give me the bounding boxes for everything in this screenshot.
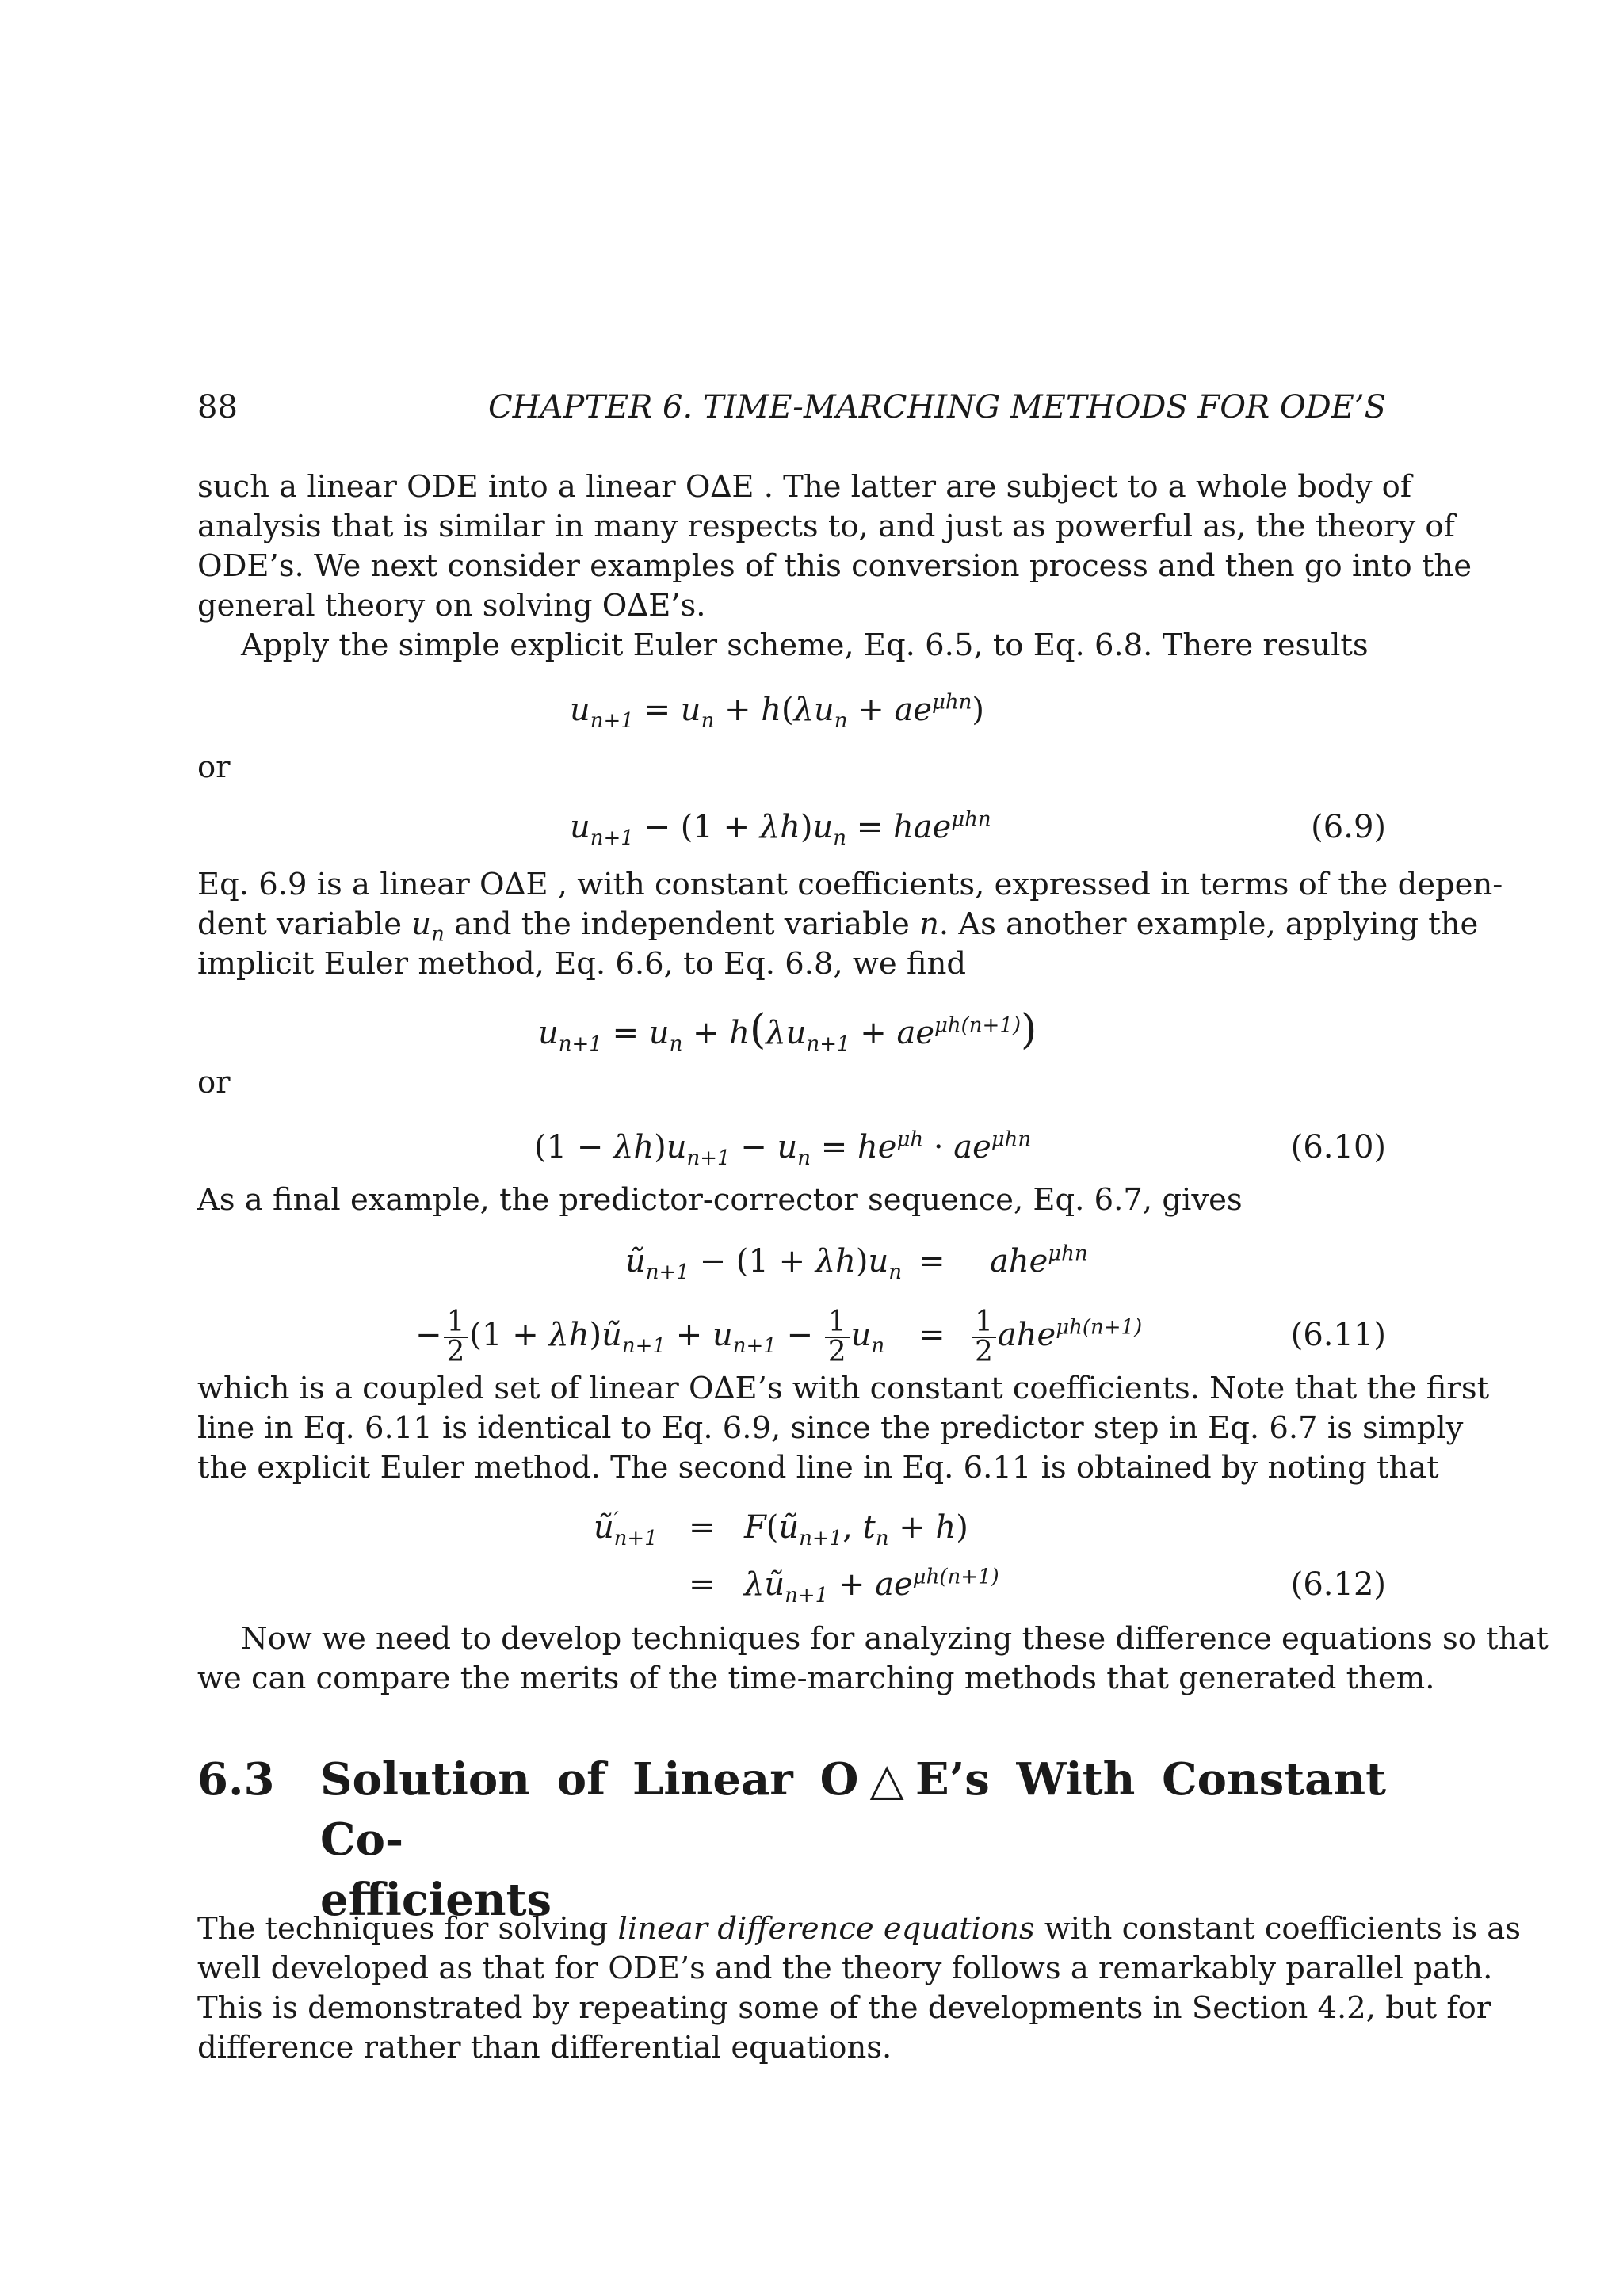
equation-6-9	[197, 803, 1386, 851]
equation-lhs: − $\frac{1}{2}$ $(1 + \lambda h)ũ_{n+1} + u_{n+1}$ − $\frac{1}{2}$ $u_n$	[415, 1306, 885, 1368]
text-line: we can compare the merits of the time-marching methods that generated them.	[197, 1661, 1435, 1696]
paragraph-coupled	[197, 1369, 1490, 1488]
equation-body: $u_{n+1} - (1 + \lambda h)u_n = hae^{\mu hn}$	[570, 807, 991, 850]
section-heading	[197, 1749, 1386, 1926]
text-line: This is demonstrated by repeating some of the developments in Section 4.2, but for	[197, 1990, 1491, 2026]
text-line: implicit Euler method, Eq. 6.6, to Eq. 6.8, we find	[197, 946, 967, 982]
paragraph-euler	[197, 626, 1386, 666]
text-line: analysis that is similar in many respects to, and just as powerful as, the theory of	[197, 509, 1455, 544]
running-head	[197, 383, 1386, 431]
equation-implicit-euler	[197, 1006, 1386, 1054]
text-run: with constant coefficients is as	[1034, 1911, 1521, 1947]
equation-lhs: $ũ'_{n+1}$	[594, 1508, 658, 1550]
paragraph-intro	[197, 467, 1472, 626]
emphasis: linear difference equations	[617, 1911, 1035, 1947]
equation-equals: =	[918, 1317, 945, 1353]
equation-6-11-line-2	[197, 1299, 1386, 1371]
text-line: As a final example, the predictor-corrector sequence, Eq. 6.7, gives	[197, 1182, 1243, 1218]
chapter-title: CHAPTER 6. TIME-MARCHING METHODS FOR ODE’S	[488, 389, 1386, 425]
equation-6-10	[197, 1123, 1386, 1171]
connective-or: or	[197, 749, 231, 785]
text-line: difference rather than differential equations.	[197, 2030, 892, 2065]
equation-rhs: $F(ũ_{n+1}$, $t_n + h$)	[744, 1509, 968, 1550]
equation-6-12-line-1	[197, 1504, 1386, 1551]
equation-body: $u_{n+1} = u_n + h(\lambda u_{n+1} + ae^{\mu h(n+1)})$	[538, 1006, 1037, 1056]
equation-explicit-euler	[197, 686, 1386, 734]
text-line: the explicit Euler method. The second line in Eq. 6.11 is obtained by noting that	[197, 1450, 1439, 1486]
equation-equals: =	[918, 1243, 945, 1280]
paragraph-predictor	[197, 1180, 1386, 1220]
equation-number: (6.10)	[1290, 1129, 1386, 1165]
text-line: Apply the simple explicit Euler scheme, Eq. 6.5, to Eq. 6.8. There results	[241, 627, 1369, 663]
equation-rhs: ahe$^{\mu hn}$	[990, 1241, 1088, 1280]
text-line: line in Eq. 6.11 is identical to Eq. 6.9, since the predictor step in Eq. 6.7 is simply	[197, 1410, 1464, 1446]
text-line: such a linear ODE into a linear O∆E . The latter are subject to a whole body of	[197, 469, 1412, 505]
paragraph-implicit	[197, 865, 1503, 984]
equation-rhs: $\lambda ũ_{n+1} + ae^{\mu h(n+1)}$	[744, 1565, 999, 1608]
equation-number: (6.12)	[1290, 1566, 1386, 1603]
equation-rhs: $\frac{1}{2}$ ahe$^{\mu h(n+1)}$	[970, 1299, 1142, 1371]
text-line: Now we need to develop techniques for analyzing these difference equations so that	[241, 1621, 1549, 1657]
equation-lhs: $ũ_{n+1} - (1 + \lambda h)u_n$	[625, 1243, 903, 1284]
text-line: well developed as that for ODE’s and the theory follows a remarkably parallel path.	[197, 1951, 1493, 1986]
section-title-line: Solution of Linear O△E’s With Constant Co-	[320, 1753, 1386, 1866]
paragraph-techniques	[197, 1619, 1549, 1699]
section-title-line: efficients	[320, 1874, 552, 1926]
paragraph-difference-equations	[197, 1909, 1521, 2068]
equation-equals: =	[689, 1566, 716, 1603]
section-title	[320, 1749, 1386, 1930]
text-line	[197, 1909, 1521, 1949]
text-line: general theory on solving O∆E’s.	[197, 588, 706, 624]
text-line: dent variable $u_n$ and the independent variable n. As another example, applying the	[197, 906, 1479, 947]
equation-body: $(1 - \lambda h)u_{n+1} - u_n = he^{\mu h} \cdot ae^{\mu hn}$	[534, 1127, 1032, 1170]
text-line: ODE’s. We next consider examples of this conversion process and then go into the	[197, 548, 1472, 584]
page-number: 88	[197, 389, 238, 425]
connective-or: or	[197, 1065, 231, 1100]
equation-number: (6.11)	[1290, 1317, 1386, 1353]
text-line: Eq. 6.9 is a linear O∆E , with constant coefficients, expressed in terms of the depen-	[197, 867, 1503, 902]
equation-number: (6.9)	[1311, 809, 1386, 845]
equation-6-11-line-1	[197, 1238, 1386, 1285]
equation-body: $u_{n+1} = u_n + h(\lambda u_n + ae^{\mu hn})$	[570, 690, 984, 733]
section-number: 6.3	[197, 1753, 275, 1806]
text-run: The techniques for solving	[197, 1911, 618, 1947]
equation-6-12-line-2	[197, 1561, 1386, 1608]
equation-equals: =	[689, 1509, 716, 1546]
text-line: which is a coupled set of linear O∆E’s with constant coefficients. Note that the first	[197, 1371, 1490, 1406]
